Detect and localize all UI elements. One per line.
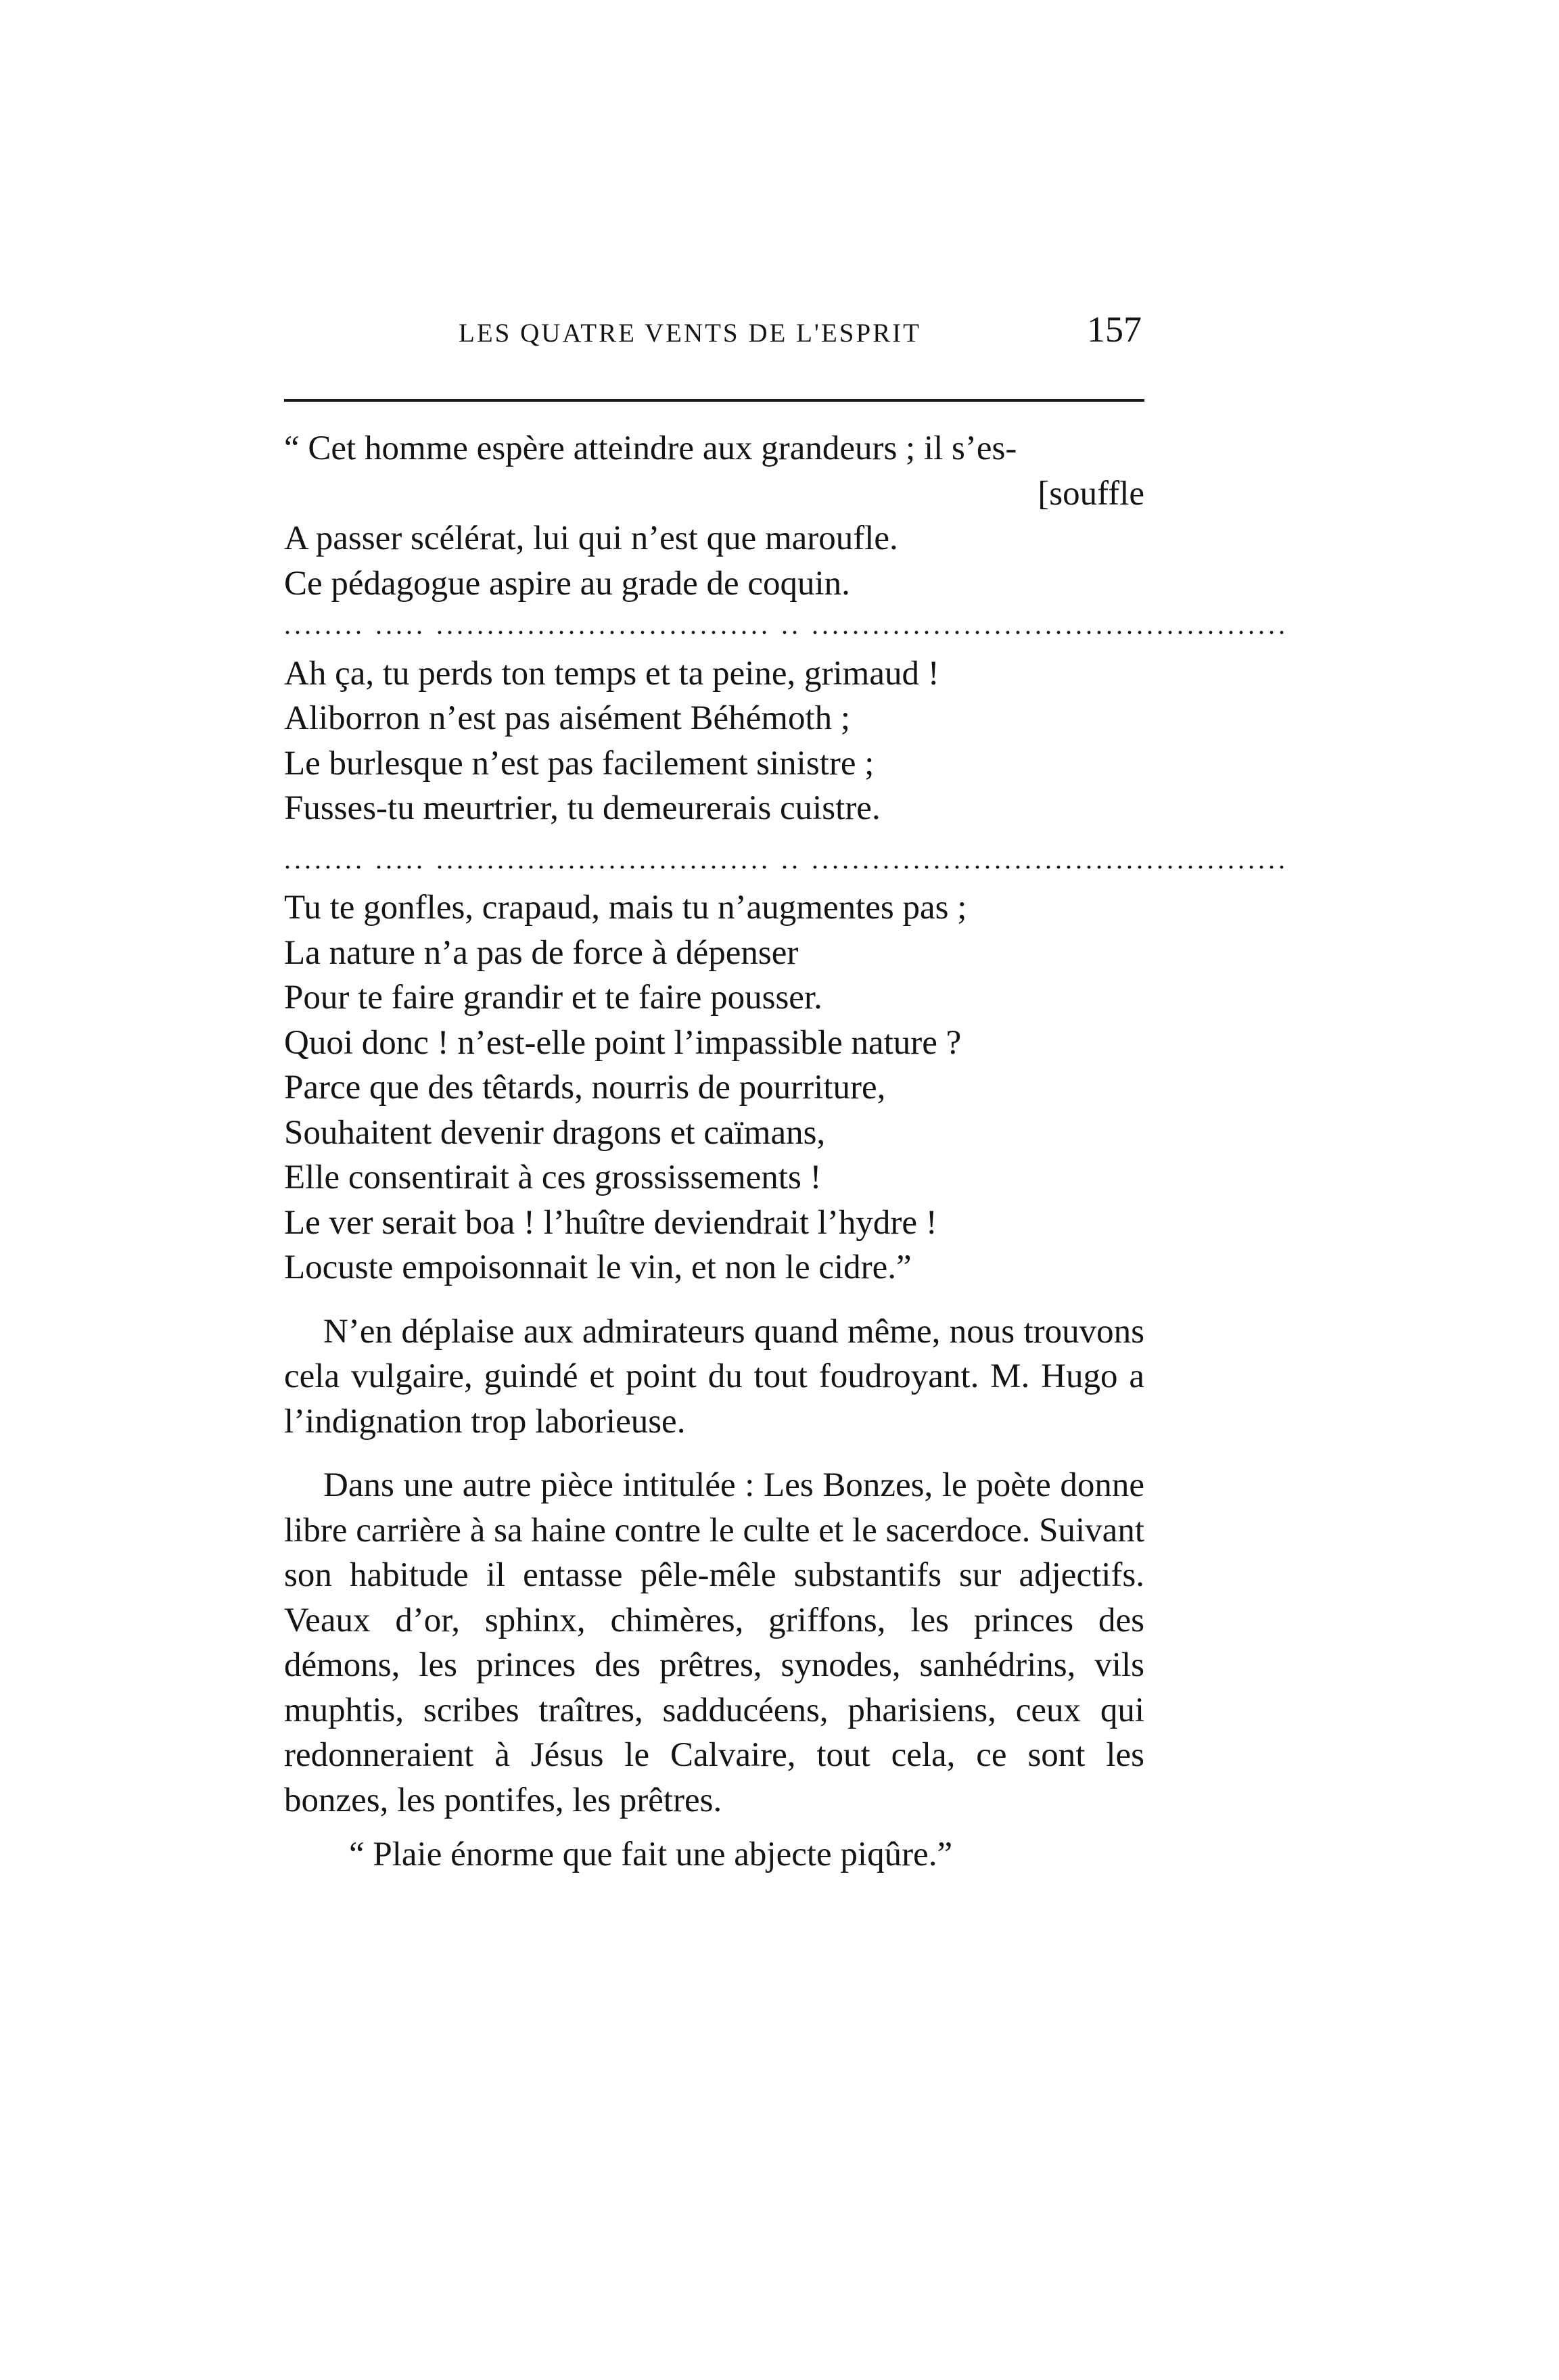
verse-line: A passer scélérat, lui qui n’est que maroufle. xyxy=(284,519,898,557)
verse-line-continuation: [souffle xyxy=(1038,474,1144,513)
prose-paragraph: Dans une autre pièce intitulée : Les Bonzes, le poète donne libre carrière à sa haine contre le culte et le sacerdoce. Suivant son habitude il entasse pêle-mêle substantifs sur adjectifs. Veaux d’or, sphinx, chimères, griffons, les princes des démons, les princes des prêtres, synodes, sanhédrins, vils muphtis, scribes traîtres, sadducéens, pharisiens, ceux qui redonneraient à Jésus le Calvaire, tout cela, ce sont les bonzes, les pontifes, les prêtres. xyxy=(284,1466,1144,1819)
verse-stanza-3 xyxy=(284,885,1144,1290)
closing-quote: “ Plaie énorme que fait une abjecte piqûre.” xyxy=(349,1836,953,1873)
verse-line: Souhaitent devenir dragons et caïmans, xyxy=(284,1113,826,1152)
prose-paragraph: N’en déplaise aux admirateurs quand même, nous trouvons cela vulgaire, guindé et point du tout foudroyant. M. Hugo a l’indignation trop laborieuse. xyxy=(284,1312,1144,1441)
ellipsis-separator: ........ ..... ................................. .. ............................................... xyxy=(284,843,1288,874)
verse-line: Pour te faire grandir et te faire pousser. xyxy=(284,979,822,1017)
verse-line: Quoi donc ! n’est-elle point l’impassible nature ? xyxy=(284,1023,962,1062)
page-number: 157 xyxy=(1087,309,1142,350)
running-title: LES QUATRE VENTS DE L'ESPRIT xyxy=(459,319,921,348)
ellipsis-separator: ........ ..... ................................. .. ............................................... xyxy=(284,609,1288,640)
verse-line: La nature n’a pas de force à dépenser xyxy=(284,933,799,972)
verse-line: “ Cet homme espère atteindre aux grandeurs ; il s’es- xyxy=(284,429,1017,467)
page-header xyxy=(284,308,1144,363)
verse-line: Parce que des têtards, nourris de pourriture, xyxy=(284,1069,886,1106)
verse-line: Le ver serait boa ! l’huître deviendrait l’hydre ! xyxy=(284,1203,937,1242)
verse-stanza-2 xyxy=(284,651,1144,831)
header-rule xyxy=(284,399,1144,402)
verse-line: Aliborron n’est pas aisément Béhémoth ; xyxy=(284,699,851,737)
verse-line: Fusses-tu meurtrier, tu demeurerais cuistre. xyxy=(284,789,881,827)
verse-line: Le burlesque n’est pas facilement sinistre ; xyxy=(284,744,875,783)
verse-stanza-1 xyxy=(284,426,1144,606)
verse-line: Elle consentirait à ces grossissements ! xyxy=(284,1159,822,1196)
verse-line: Ah ça, tu perds ton temps et ta peine, grimaud ! xyxy=(284,654,939,693)
verse-line: Ce pédagogue aspire au grade de coquin. xyxy=(284,564,850,603)
verse-line: Tu te gonfles, crapaud, mais tu n’augmentes pas ; xyxy=(284,889,967,927)
verse-line: Locuste empoisonnait le vin, et non le cidre.” xyxy=(284,1249,912,1286)
page-body xyxy=(284,426,1288,1877)
